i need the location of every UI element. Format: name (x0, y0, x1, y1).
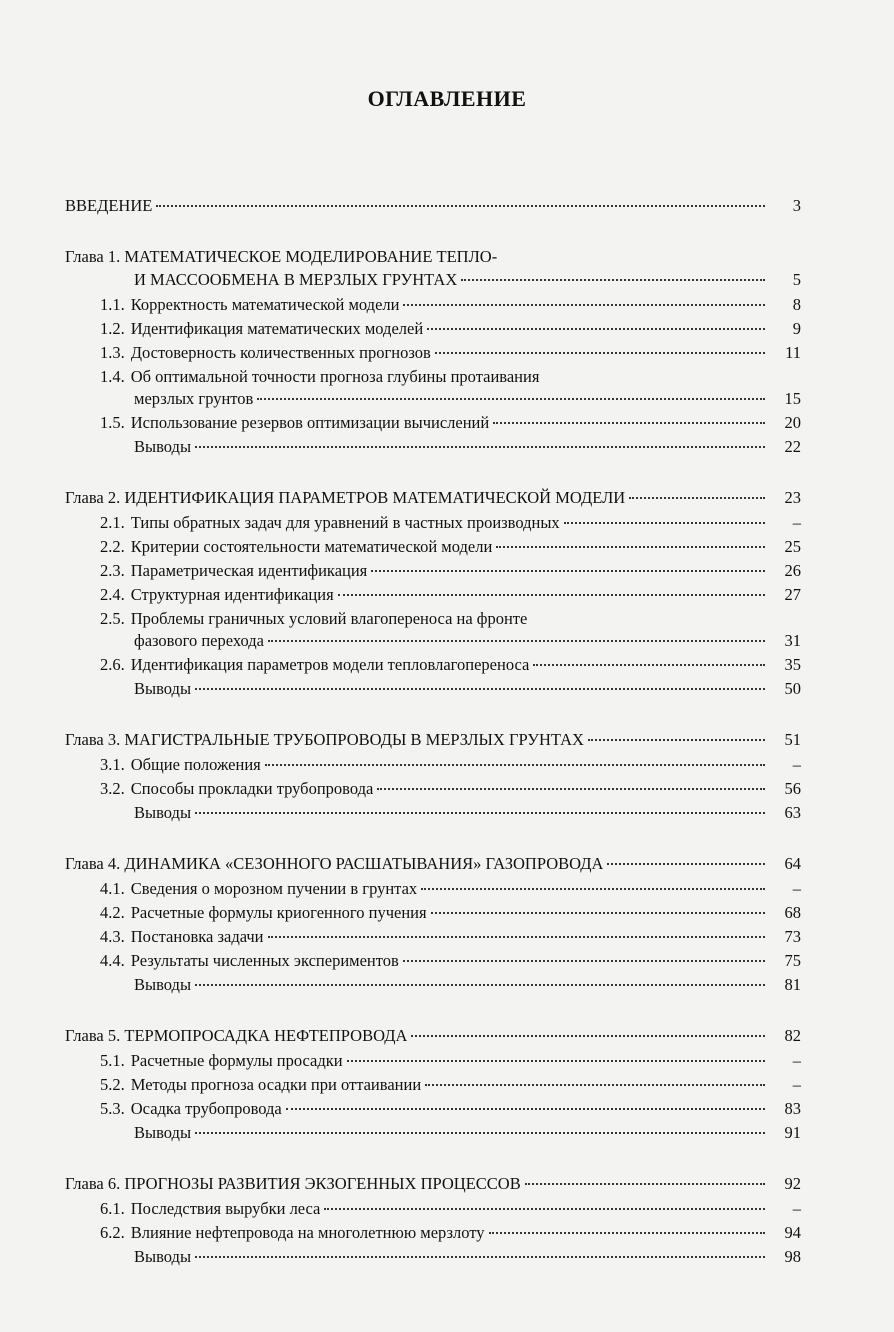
entry-number: 5.2. (100, 1075, 125, 1094)
dot-leader (257, 398, 765, 400)
toc-entry-item[interactable] (100, 513, 801, 533)
toc-entry-chapter[interactable] (65, 730, 801, 750)
entry-page: 26 (784, 561, 801, 580)
entry-page: 75 (784, 951, 801, 970)
toc-entry-item[interactable] (100, 1199, 801, 1219)
dot-leader (195, 1256, 765, 1258)
page-title: ОГЛАВЛЕНИЕ (367, 86, 527, 111)
dot-leader (496, 546, 765, 548)
entry-title: фазового перехода (134, 631, 264, 650)
dot-leader (461, 279, 765, 281)
toc-entry-item[interactable] (134, 389, 801, 409)
entry-page: 50 (784, 679, 801, 698)
dot-leader (268, 640, 765, 642)
dot-leader (421, 888, 765, 890)
dot-leader (195, 812, 765, 814)
entry-page: – (792, 1199, 801, 1218)
entry-title: Параметрическая идентификация (130, 561, 368, 580)
entry-title: Глава 5. ТЕРМОПРОСАДКА НЕФТЕПРОВОДА (65, 1026, 408, 1045)
dot-leader (425, 1084, 765, 1086)
entry-title: Способы прокладки трубопровода (130, 779, 374, 798)
toc-entry-first-line (100, 367, 539, 387)
entry-number: 1.3. (100, 343, 125, 362)
entry-title: Выводы (134, 1123, 192, 1142)
entry-page: 15 (784, 389, 801, 408)
entry-page: 83 (784, 1099, 801, 1118)
entry-number: 4.2. (100, 903, 125, 922)
dot-leader (265, 764, 765, 766)
entry-page: 25 (784, 537, 801, 556)
toc-entry-conclusions[interactable] (134, 1247, 801, 1267)
toc-entry-intro[interactable] (65, 196, 801, 216)
entry-page: 11 (785, 343, 801, 362)
entry-page: 64 (784, 854, 801, 873)
entry-number: 2.5. (100, 609, 125, 628)
entry-page: – (792, 1075, 801, 1094)
toc-entry-conclusions[interactable] (134, 437, 801, 457)
entry-page: 20 (784, 413, 801, 432)
entry-number: 5.3. (100, 1099, 125, 1118)
toc-entry-item[interactable] (100, 903, 801, 923)
entry-title: Корректность математической модели (130, 295, 400, 314)
dot-leader (195, 446, 765, 448)
entry-page: 92 (784, 1174, 801, 1193)
toc-entry-item[interactable] (100, 343, 801, 363)
entry-number: 2.2. (100, 537, 125, 556)
entry-title: Осадка трубопровода (130, 1099, 282, 1118)
entry-page: – (792, 513, 801, 532)
entry-title: Постановка задачи (130, 927, 264, 946)
dot-leader (268, 936, 766, 938)
dot-leader (607, 863, 765, 865)
entry-title: Глава 3. МАГИСТРАЛЬНЫЕ ТРУБОПРОВОДЫ В МЕРЗЛЫХ ГРУНТАХ (65, 730, 584, 749)
entry-page: 51 (784, 730, 801, 749)
dot-leader (435, 352, 765, 354)
entry-title: Идентификация параметров модели тепловлагопереноса (130, 655, 530, 674)
entry-title: Критерии состоятельности математической модели (130, 537, 493, 556)
entry-page: 8 (792, 295, 801, 314)
entry-title: ВВЕДЕНИЕ (65, 196, 153, 215)
toc-entry-item[interactable] (134, 631, 801, 651)
dot-leader (195, 688, 765, 690)
entry-page: – (792, 879, 801, 898)
entry-title: Методы прогноза осадки при оттаивании (130, 1075, 422, 1094)
entry-number: 3.2. (100, 779, 125, 798)
entry-title: Расчетные формулы просадки (130, 1051, 343, 1070)
entry-page: 94 (784, 1223, 801, 1242)
toc-entry-chapter[interactable] (65, 1174, 801, 1194)
toc-entry-item[interactable] (100, 1099, 801, 1119)
dot-leader (195, 984, 765, 986)
toc-entry-first-line (100, 609, 527, 629)
toc-entry-item[interactable] (100, 561, 801, 581)
entry-title: Сведения о морозном пучении в грунтах (130, 879, 418, 898)
entry-number: 4.4. (100, 951, 125, 970)
entry-page: 91 (784, 1123, 801, 1142)
dot-leader (324, 1208, 765, 1210)
toc-entry-item[interactable] (100, 655, 801, 675)
entry-page: 3 (792, 196, 801, 215)
entry-number: 4.1. (100, 879, 125, 898)
entry-page: 9 (792, 319, 801, 338)
toc-entry-item[interactable] (100, 1223, 801, 1243)
entry-page: 82 (784, 1026, 801, 1045)
toc-entry-item[interactable] (100, 779, 801, 799)
entry-page: – (792, 1051, 801, 1070)
toc-entry-conclusions[interactable] (134, 679, 801, 699)
entry-title: Идентификация математических моделей (130, 319, 424, 338)
entry-number: 6.2. (100, 1223, 125, 1242)
entry-page: 23 (784, 488, 801, 507)
entry-number: 2.4. (100, 585, 125, 604)
toc-entry-chapter[interactable] (65, 488, 801, 508)
entry-number: 6.1. (100, 1199, 125, 1218)
toc-entry-chapter[interactable] (65, 854, 801, 874)
toc-entry-conclusions[interactable] (134, 975, 801, 995)
dot-leader (525, 1183, 765, 1185)
entry-title: Проблемы граничных условий влагопереноса на фронте (130, 609, 528, 628)
dot-leader (377, 788, 765, 790)
entry-title: И МАССООБМЕНА В МЕРЗЛЫХ ГРУНТАХ (134, 270, 458, 289)
dot-leader (427, 328, 765, 330)
dot-leader (489, 1232, 765, 1234)
entry-page: 73 (784, 927, 801, 946)
entry-page: 27 (784, 585, 801, 604)
entry-title: Влияние нефтепровода на многолетнюю мерзлоту (130, 1223, 485, 1242)
entry-title: Глава 2. ИДЕНТИФИКАЦИЯ ПАРАМЕТРОВ МАТЕМАТИЧЕСКОЙ МОДЕЛИ (65, 488, 626, 507)
toc-entry-item[interactable] (100, 1051, 801, 1071)
entry-title: Результаты численных экспериментов (130, 951, 399, 970)
entry-title: Общие положения (130, 755, 261, 774)
entry-title: Выводы (134, 803, 192, 822)
chapter-heading: Глава 1. МАТЕМАТИЧЕСКОЕ МОДЕЛИРОВАНИЕ ТЕПЛО- (65, 247, 498, 266)
entry-title: Выводы (134, 975, 192, 994)
dot-leader (629, 497, 765, 499)
dot-leader (533, 664, 765, 666)
toc-entry-item[interactable] (100, 927, 801, 947)
dot-leader (286, 1108, 765, 1110)
dot-leader (403, 960, 765, 962)
entry-page: 31 (784, 631, 801, 650)
entry-number: 1.4. (100, 367, 125, 386)
entry-page: 56 (784, 779, 801, 798)
dot-leader (493, 422, 765, 424)
entry-title: Последствия вырубки леса (130, 1199, 321, 1218)
toc-entry-item[interactable] (100, 951, 801, 971)
entry-number: 1.5. (100, 413, 125, 432)
dot-leader (371, 570, 765, 572)
entry-title: Структурная идентификация (130, 585, 334, 604)
toc-entry-conclusions[interactable] (134, 1123, 801, 1143)
entry-title: мерзлых грунтов (134, 389, 254, 408)
entry-page: 5 (792, 270, 801, 289)
entry-page: 81 (784, 975, 801, 994)
entry-number: 2.3. (100, 561, 125, 580)
entry-page: 35 (784, 655, 801, 674)
dot-leader (431, 912, 765, 914)
toc-entry-item[interactable] (100, 537, 801, 557)
dot-leader (403, 304, 765, 306)
toc-entry-chapter[interactable] (134, 270, 801, 290)
dot-leader (564, 522, 765, 524)
entry-title: Выводы (134, 679, 192, 698)
dot-leader (338, 594, 765, 596)
toc-entry-conclusions[interactable] (134, 803, 801, 823)
dot-leader (156, 205, 765, 207)
entry-title: Расчетные формулы криогенного пучения (130, 903, 427, 922)
dot-leader (195, 1132, 765, 1134)
toc-entry-item[interactable] (100, 879, 801, 899)
entry-number: 5.1. (100, 1051, 125, 1070)
toc-entry-item[interactable] (100, 413, 801, 433)
entry-page: – (792, 755, 801, 774)
entry-title: Выводы (134, 1247, 192, 1266)
entry-number: 1.1. (100, 295, 125, 314)
entry-title: Типы обратных задач для уравнений в частных производных (130, 513, 560, 532)
dot-leader (411, 1035, 765, 1037)
dot-leader (347, 1060, 765, 1062)
entry-title: Об оптимальной точности прогноза глубины протаивания (130, 367, 540, 386)
entry-number: 3.1. (100, 755, 125, 774)
entry-page: 22 (784, 437, 801, 456)
toc-entry-item[interactable] (100, 319, 801, 339)
entry-number: 2.1. (100, 513, 125, 532)
toc-entry-item[interactable] (100, 755, 801, 775)
entry-page: 98 (784, 1247, 801, 1266)
entry-number: 4.3. (100, 927, 125, 946)
entry-number: 1.2. (100, 319, 125, 338)
toc-entry-item[interactable] (100, 1075, 801, 1095)
entry-title: Достоверность количественных прогнозов (130, 343, 431, 362)
toc-entry-chapter[interactable] (65, 1026, 801, 1046)
entry-title: Глава 4. ДИНАМИКА «СЕЗОННОГО РАСШАТЫВАНИЯ» ГАЗОПРОВОДА (65, 854, 604, 873)
entry-title: Использование резервов оптимизации вычислений (130, 413, 490, 432)
dot-leader (588, 739, 765, 741)
entry-page: 68 (784, 903, 801, 922)
toc-entry-item[interactable] (100, 295, 801, 315)
toc-entry-item[interactable] (100, 585, 801, 605)
entry-page: 63 (784, 803, 801, 822)
entry-number: 2.6. (100, 655, 125, 674)
entry-title: Выводы (134, 437, 192, 456)
entry-title: Глава 6. ПРОГНОЗЫ РАЗВИТИЯ ЭКЗОГЕННЫХ ПРОЦЕССОВ (65, 1174, 521, 1193)
